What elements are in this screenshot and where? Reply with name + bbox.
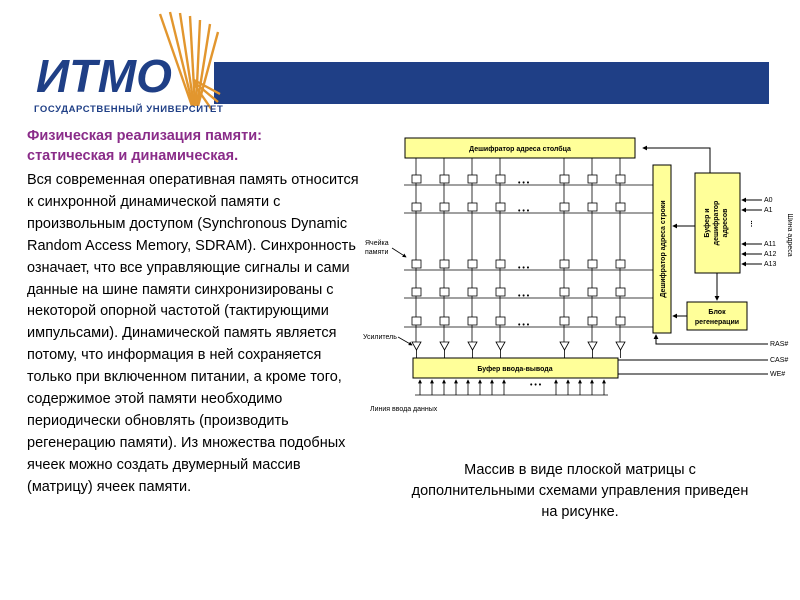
memory-cell <box>468 260 477 268</box>
heading-line-1: Физическая реализация памяти: <box>27 128 262 144</box>
section-heading <box>27 126 367 166</box>
memory-cell <box>560 175 569 183</box>
memory-cell <box>440 175 449 183</box>
amplifier-triangle <box>560 342 569 350</box>
pin-a1: A1 <box>764 207 773 214</box>
memory-cell <box>468 203 477 211</box>
memory-cell <box>616 203 625 211</box>
memory-cell <box>588 317 597 325</box>
control-signals <box>618 335 768 374</box>
memory-cell <box>412 203 421 211</box>
memory-cell <box>496 203 505 211</box>
memory-cell <box>496 288 505 296</box>
dots-row-1: • • • <box>518 180 530 187</box>
regen-label-1: Блок <box>708 309 726 316</box>
memory-cell <box>560 260 569 268</box>
pin-dots: ⋮ <box>748 221 755 228</box>
memory-cell <box>616 317 625 325</box>
memory-cell <box>468 317 477 325</box>
signal-cas: CAS# <box>770 357 789 364</box>
sdram-matrix-diagram <box>360 130 800 420</box>
memory-cell <box>440 260 449 268</box>
memory-cell <box>588 203 597 211</box>
amplifier-triangle <box>496 342 505 350</box>
heading-line-2: статическая и динамическая. <box>27 148 239 164</box>
amplifier-triangle <box>468 342 477 350</box>
signal-we: WE# <box>770 371 786 378</box>
memory-cell <box>588 260 597 268</box>
header-bar <box>214 62 769 104</box>
amplifier-triangle <box>588 342 597 350</box>
memory-cell <box>412 175 421 183</box>
memory-cell <box>560 317 569 325</box>
memory-cell <box>440 203 449 211</box>
data-lines-label: Линия ввода данных <box>370 406 438 413</box>
memory-cell <box>560 288 569 296</box>
address-buffer-label-3: адресов <box>722 208 729 238</box>
memory-cell <box>496 260 505 268</box>
amplifier-triangle <box>412 342 421 350</box>
dots-row-2: • • • <box>518 208 530 215</box>
logo-subtitle: ГОСУДАРСТВЕННЫЙ УНИВЕРСИТЕТ <box>34 104 224 115</box>
io-buffer-label: Буфер ввода-вывода <box>477 366 553 373</box>
cell-label-2: памяти <box>365 249 389 256</box>
dots-io: • • • <box>530 382 542 389</box>
memory-cell <box>560 203 569 211</box>
body-paragraph: Вся современная оперативная память относится к синхронной динамической памяти с произвольным доступом (Synchronous Dynamic Random Access Memory, SDRAM). Синхронность означает, что все управляющие сигналы и сами данные на шине памяти синхронизированы с некоторой опорной частотой (тактирующими импульсами). Динамической память является потому, что информация в ней сохраняется только при включенном питании, а кроме того, содержимое этой памяти необходимо периодически обновлять (производить регенерацию памяти). Из множества подобных ячеек можно создать двумерный массив (матрицу) ячеек памяти. <box>27 172 359 495</box>
memory-cell <box>440 317 449 325</box>
memory-cell <box>616 175 625 183</box>
signal-ras: RAS# <box>770 341 789 348</box>
dots-row-3: • • • <box>518 265 530 272</box>
memory-cell <box>412 260 421 268</box>
cell-label-1: Ячейка <box>365 240 389 247</box>
memory-cell <box>616 260 625 268</box>
io-arrows <box>415 380 608 395</box>
memory-cell <box>412 288 421 296</box>
dots-row-5: • • • <box>518 322 530 329</box>
regen-label-2: регенерации <box>694 319 740 326</box>
address-buffer-label-1: Буфер и <box>704 208 711 238</box>
dots-row-4: • • • <box>518 293 530 300</box>
row-decoder-label: Дешифратор адреса строки <box>660 200 667 298</box>
memory-cell <box>588 175 597 183</box>
address-pins <box>742 197 793 268</box>
memory-cell <box>588 288 597 296</box>
memory-cell <box>468 288 477 296</box>
pin-a13: A13 <box>764 261 777 268</box>
address-buffer-label-2: дешифратор <box>713 200 720 246</box>
figure-caption: Массив в виде плоской матрицы с дополнительными схемами управления приведен на рисунке. <box>411 462 749 520</box>
memory-cell <box>616 288 625 296</box>
pin-a11: A11 <box>764 241 776 248</box>
memory-cell <box>440 288 449 296</box>
memory-cell <box>496 317 505 325</box>
amplifier-triangle <box>440 342 449 350</box>
amplifier-triangle <box>616 342 625 350</box>
memory-cell <box>412 317 421 325</box>
logo-wordmark: ИТМО <box>36 50 172 102</box>
pin-a12: A12 <box>764 251 777 258</box>
memory-cell <box>496 175 505 183</box>
amplifier-label: Усилитель <box>363 334 397 341</box>
pin-a0: A0 <box>764 197 773 204</box>
column-decoder-label: Дешифратор адреса столбца <box>469 146 571 153</box>
memory-cell <box>468 175 477 183</box>
address-bus-label: Шина адреса <box>786 213 793 257</box>
